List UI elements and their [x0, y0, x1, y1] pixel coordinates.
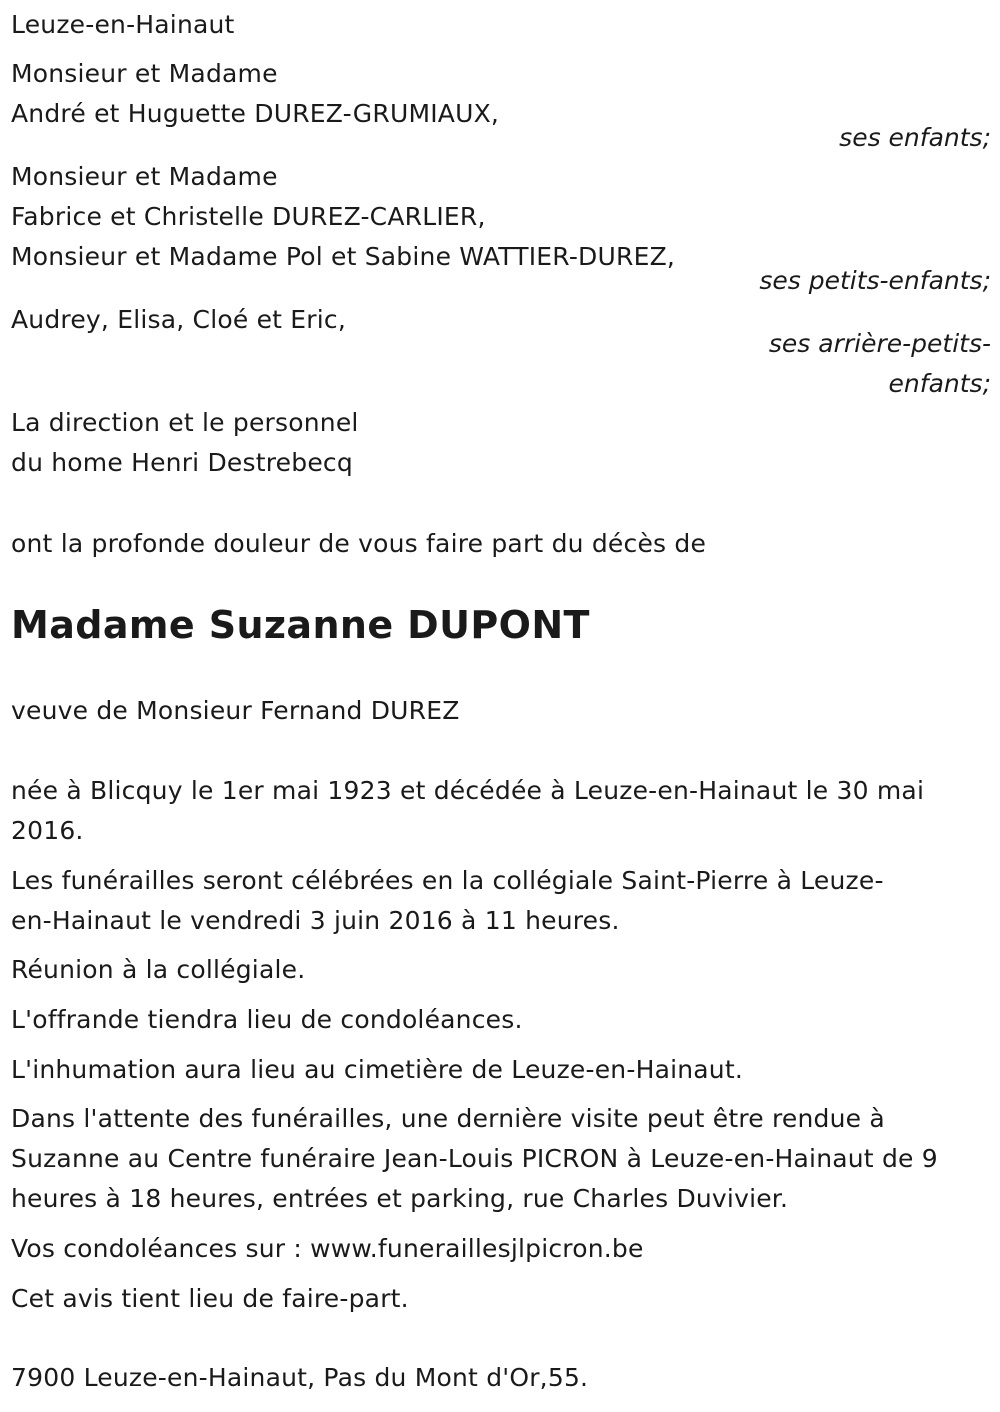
- visit-line-2: Suzanne au Centre funéraire Jean-Louis PICRON à Leuze-en-Hainaut de 9: [11, 1144, 938, 1173]
- children-role: ses enfants;: [839, 123, 991, 152]
- widow-of: veuve de Monsieur Fernand DUREZ: [11, 696, 460, 725]
- offering: L'offrande tiendra lieu de condoléances.: [11, 1005, 523, 1034]
- burial: L'inhumation aura lieu au cimetière de Leuze-en-Hainaut.: [11, 1055, 743, 1084]
- staff-line-2: du home Henri Destrebecq: [11, 448, 353, 477]
- announcement: ont la profonde douleur de vous faire part du décès de: [11, 529, 707, 558]
- birth-death-line-2: 2016.: [11, 816, 84, 845]
- deceased-name: Madame Suzanne DUPONT: [11, 603, 590, 647]
- children-line-2: André et Huguette DUREZ-GRUMIAUX,: [11, 99, 500, 128]
- grandchildren-line-2: Fabrice et Christelle DUREZ-CARLIER,: [11, 202, 486, 231]
- funeral-line-2: en-Hainaut le vendredi 3 juin 2016 à 11 heures.: [11, 906, 620, 935]
- grandchildren-role: ses petits-enfants;: [759, 266, 991, 295]
- funeral-line-1: Les funérailles seront célébrées en la collégiale Saint-Pierre à Leuze-: [11, 866, 884, 895]
- great-grandchildren-role-1: ses arrière-petits-: [768, 329, 991, 358]
- address: 7900 Leuze-en-Hainaut, Pas du Mont d'Or,55.: [11, 1363, 589, 1392]
- visit-line-3: heures à 18 heures, entrées et parking, rue Charles Duvivier.: [11, 1184, 789, 1213]
- condolences-link[interactable]: Vos condoléances sur : www.funeraillesjlpicron.be: [11, 1234, 644, 1263]
- notice: Cet avis tient lieu de faire-part.: [11, 1284, 409, 1313]
- meeting: Réunion à la collégiale.: [11, 955, 306, 984]
- birth-death-line-1: née à Blicquy le 1er mai 1923 et décédée à Leuze-en-Hainaut le 30 mai: [11, 776, 925, 805]
- staff-line-1: La direction et le personnel: [11, 408, 359, 437]
- great-grandchildren-role-2: enfants;: [888, 369, 991, 398]
- visit-line-1: Dans l'attente des funérailles, une dernière visite peut être rendue à: [11, 1104, 885, 1133]
- great-grandchildren-line: Audrey, Elisa, Cloé et Eric,: [11, 305, 347, 334]
- grandchildren-line-1: Monsieur et Madame: [11, 162, 278, 191]
- children-line-1: Monsieur et Madame: [11, 59, 278, 88]
- grandchildren-line-3: Monsieur et Madame Pol et Sabine WATTIER-DUREZ,: [11, 242, 676, 271]
- place-header: Leuze-en-Hainaut: [11, 10, 235, 39]
